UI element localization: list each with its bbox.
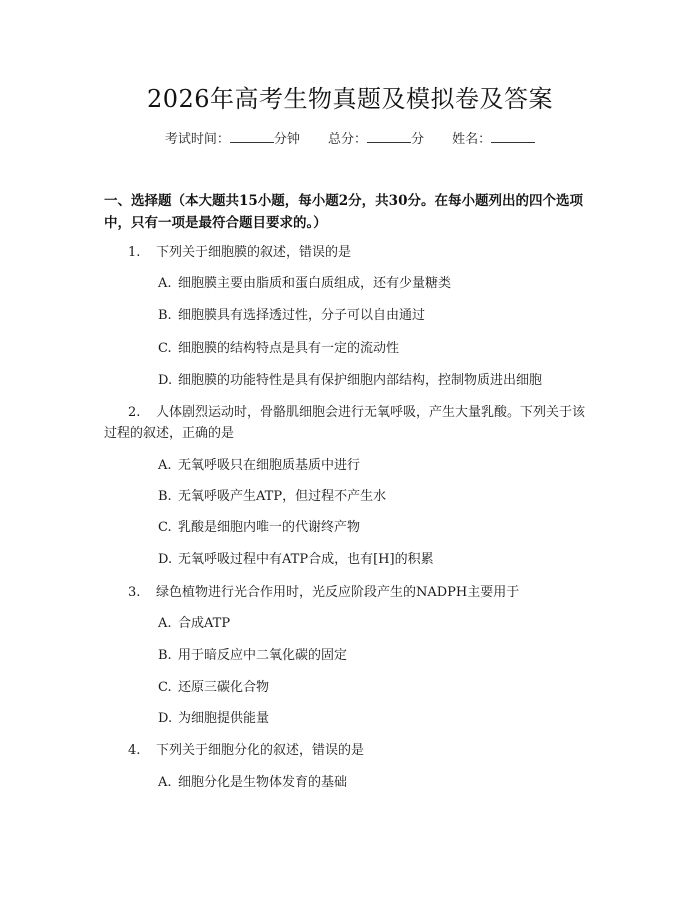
question-text: 下列关于细胞分化的叙述，错误的是 — [156, 743, 365, 758]
option-letter: D. — [158, 373, 173, 388]
option — [158, 773, 598, 793]
option-text: 细胞膜的功能特性是具有保护细胞内部结构，控制物质进出细胞 — [178, 373, 543, 388]
time-label: 考试时间： — [164, 132, 230, 147]
time-blank[interactable] — [230, 130, 274, 143]
option — [158, 550, 598, 570]
option — [158, 614, 598, 634]
option-letter: B. — [158, 308, 172, 323]
question-stem — [104, 582, 596, 603]
section-heading: 一、选择题（本大题共15小题，每小题2分，共30分。在每小题列出的四个选项中，只有一项是最符合题目要求的。） — [104, 193, 583, 231]
question-stem — [104, 242, 596, 263]
page-title: 2026年高考生物真题及模拟卷及答案 — [146, 85, 554, 113]
option-letter: D. — [158, 552, 173, 567]
option — [158, 518, 598, 538]
option — [158, 646, 598, 666]
option-text: 还原三碳化合物 — [178, 680, 270, 695]
question-stem — [104, 740, 596, 761]
question-stem — [104, 402, 596, 444]
option-text: 无氧呼吸过程中有ATP合成，也有[H]的积累 — [178, 552, 434, 567]
option-letter: D. — [158, 711, 173, 726]
score-field — [328, 130, 424, 150]
option — [158, 371, 598, 391]
question-text: 人体剧烈运动时，骨骼肌细胞会进行无氧呼吸，产生大量乳酸。下列关于该过程的叙述，正确的是 — [104, 405, 586, 441]
option — [158, 339, 598, 359]
question-number: 1. — [128, 245, 141, 260]
option-text: 无氧呼吸产生ATP，但过程不产生水 — [178, 489, 387, 504]
question-number: 2. — [128, 405, 141, 420]
time-unit: 分钟 — [273, 132, 300, 147]
option-letter: A. — [158, 775, 172, 790]
option — [158, 709, 598, 729]
name-label: 姓名： — [452, 132, 492, 147]
option-letter: C. — [158, 680, 172, 695]
option-text: 乳酸是细胞内唯一的代谢终产物 — [178, 520, 361, 535]
option-text: 细胞膜主要由脂质和蛋白质组成，还有少量糖类 — [178, 276, 452, 291]
question-number: 3. — [128, 585, 141, 600]
score-unit: 分 — [411, 132, 425, 147]
exam-meta — [0, 130, 700, 150]
question-text: 下列关于细胞膜的叙述，错误的是 — [156, 245, 352, 260]
option — [158, 456, 598, 476]
option-text: 合成ATP — [178, 616, 231, 631]
option-letter: A. — [158, 458, 172, 473]
question-number: 4. — [128, 743, 141, 758]
option-letter: A. — [158, 616, 172, 631]
option-text: 细胞分化是生物体发育的基础 — [178, 775, 348, 790]
option-text: 细胞膜具有选择透过性，分子可以自由通过 — [178, 308, 426, 323]
option — [158, 274, 598, 294]
option-text: 用于暗反应中二氧化碳的固定 — [178, 648, 348, 663]
score-label: 总分： — [327, 132, 367, 147]
option-letter: C. — [158, 341, 172, 356]
question-text: 绿色植物进行光合作用时，光反应阶段产生的NADPH主要用于 — [156, 585, 520, 600]
option-letter: C. — [158, 520, 172, 535]
option-text: 无氧呼吸只在细胞质基质中进行 — [178, 458, 361, 473]
option — [158, 678, 598, 698]
option-letter: A. — [158, 276, 172, 291]
name-field — [452, 130, 535, 150]
option-text: 细胞膜的结构特点是具有一定的流动性 — [178, 341, 400, 356]
score-blank[interactable] — [367, 130, 411, 143]
option-text: 为细胞提供能量 — [178, 711, 270, 726]
option — [158, 487, 598, 507]
name-blank[interactable] — [491, 130, 535, 143]
time-field — [165, 130, 300, 150]
option-letter: B. — [158, 489, 172, 504]
option — [158, 306, 598, 326]
option-letter: B. — [158, 648, 172, 663]
